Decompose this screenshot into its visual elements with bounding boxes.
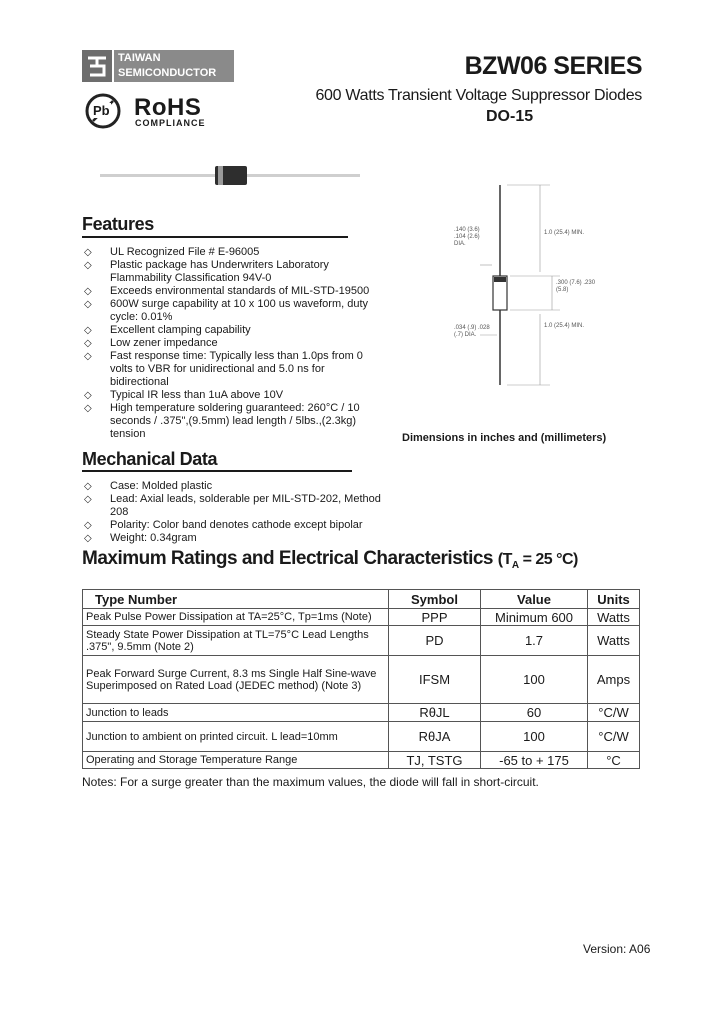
- value-cell: 100: [481, 722, 588, 752]
- ratings-table: [82, 589, 640, 769]
- list-item: ◇ Case: Molded plastic: [84, 480, 213, 492]
- ratings-condition: ($T_A = 25$ °C): [497, 551, 578, 572]
- units-cell: Watts: [588, 609, 640, 626]
- list-item: ◇ Low zener impedance: [84, 337, 218, 349]
- table-row: [83, 656, 640, 704]
- list-item: ◇ UL Recognized File # E-96005: [84, 246, 260, 258]
- lead-len-top-label: 1.0 (25.4) MIN.: [544, 230, 585, 236]
- list-item: ◇ Lead: Axial leads, solderable per MIL-STD-202, Method 208: [84, 493, 381, 518]
- diamond-bullet-icon: ◇: [84, 325, 92, 336]
- features-title: Features: [82, 214, 154, 234]
- logo-mark-icon: [82, 50, 112, 82]
- diamond-bullet-icon: ◇: [84, 299, 92, 310]
- list-item: ◇ Plastic package has Underwriters Laboratory Flammability Classification 94V-0: [84, 259, 329, 284]
- list-item: ◇ High temperature soldering guaranteed: 260°C / 10 seconds / .375",(9.5mm) lead length / 5lbs.,(2.3kg) tension: [84, 402, 360, 440]
- table-row: [83, 609, 640, 626]
- diamond-bullet-icon: ◇: [84, 247, 92, 258]
- type-cell: Peak Forward Surge Current, 8.3 ms Single Half Sine-wave Superimposed on Rated Load (JEDEC method) (Note 3): [83, 656, 389, 704]
- diamond-bullet-icon: ◇: [84, 533, 92, 544]
- type-cell: Steady State Power Dissipation at TL=75°C Lead Lengths .375", 9.5mm (Note 2): [83, 626, 389, 656]
- features-rule: [82, 236, 348, 238]
- table-row: [83, 626, 640, 656]
- dimension-drawing: [440, 180, 620, 390]
- mechanical-rule: [82, 470, 352, 472]
- symbol-cell: IFSM: [389, 656, 481, 704]
- pb-label: Pb: [93, 103, 110, 118]
- wire-dia-label: .034 (.9) .028 (.7) DIA.: [454, 325, 490, 338]
- product-subtitle: 600 Watts Transient Voltage Suppressor Diodes: [315, 87, 642, 104]
- diode-body: [215, 166, 247, 185]
- units-cell: Watts: [588, 626, 640, 656]
- table-row: [83, 704, 640, 722]
- units-header: Units: [588, 590, 640, 609]
- table-header-row: [83, 590, 640, 609]
- units-cell: °C/W: [588, 704, 640, 722]
- table-row: [83, 752, 640, 769]
- mechanical-list: [82, 480, 382, 545]
- diamond-bullet-icon: ◇: [84, 494, 92, 505]
- table-row: [83, 722, 640, 752]
- diamond-bullet-icon: ◇: [84, 351, 92, 362]
- diode-image: [100, 166, 360, 186]
- diamond-bullet-icon: ◇: [84, 390, 92, 401]
- features-list: [82, 246, 372, 441]
- diamond-bullet-icon: ◇: [84, 520, 92, 531]
- units-cell: °C: [588, 752, 640, 769]
- symbol-cell: PD: [389, 626, 481, 656]
- list-item: ◇ 600W surge capability at 10 x 100 us waveform, duty cycle: 0.01%: [84, 298, 369, 323]
- diamond-bullet-icon: ◇: [84, 260, 92, 271]
- series-title: BZW06 SERIES: [464, 52, 642, 80]
- body-len-label: .300 (7.6) .230 (5.8): [556, 280, 596, 293]
- rohs-subtitle: COMPLIANCE: [135, 118, 206, 128]
- list-item: ◇ Weight: 0.34gram: [84, 532, 197, 544]
- company-logo: [82, 50, 234, 82]
- units-cell: Amps: [588, 656, 640, 704]
- list-item: ◇ Excellent clamping capability: [84, 324, 251, 336]
- diamond-bullet-icon: ◇: [84, 286, 92, 297]
- mechanical-title: Mechanical Data: [82, 449, 218, 469]
- rohs-logo: RoHS: [134, 94, 202, 121]
- diamond-bullet-icon: ◇: [84, 338, 92, 349]
- list-item: ◇ Typical IR less than 1uA above 10V: [84, 389, 284, 401]
- logo-line2: SEMICONDUCTOR: [118, 67, 217, 79]
- diamond-bullet-icon: ◇: [84, 403, 92, 414]
- logo-line1: TAIWAN: [118, 52, 161, 64]
- symbol-cell: RθJA: [389, 722, 481, 752]
- value-cell: 100: [481, 656, 588, 704]
- version-text: Version: A06: [583, 942, 651, 956]
- symbol-header: Symbol: [389, 590, 481, 609]
- value-cell: Minimum 600: [481, 609, 588, 626]
- list-item: ◇ Fast response time: Typically less than 1.0ps from 0 volts to VBR for unidirectional and 5.0 ns for bidirectional: [84, 350, 363, 388]
- ratings-title-text: Maximum Ratings and Electrical Characteristics: [82, 548, 493, 569]
- value-header: Value: [481, 590, 588, 609]
- list-item: ◇ Exceeds environmental standards of MIL-STD-19500: [84, 285, 370, 297]
- ratings-title: [82, 548, 578, 571]
- notes-text: Notes: For a surge greater than the maximum values, the diode will fall in short-circuit.: [82, 775, 539, 789]
- diode-lead-left: [100, 174, 215, 177]
- units-cell: °C/W: [588, 722, 640, 752]
- list-item: ◇ Polarity: Color band denotes cathode except bipolar: [84, 519, 363, 531]
- type-header: Type Number: [83, 590, 389, 609]
- diode-lead-right: [247, 174, 360, 177]
- lead-len-bot-label: 1.0 (25.4) MIN.: [544, 323, 585, 329]
- type-cell: Operating and Storage Temperature Range: [83, 752, 389, 769]
- symbol-cell: TJ, TSTG: [389, 752, 481, 769]
- type-cell: Junction to ambient on printed circuit. L lead=10mm: [83, 722, 389, 752]
- pb-free-icon: [84, 92, 122, 130]
- symbol-cell: RθJL: [389, 704, 481, 722]
- value-cell: 60: [481, 704, 588, 722]
- cathode-band: [218, 166, 223, 185]
- diamond-bullet-icon: ◇: [84, 481, 92, 492]
- lead-dia-label: .140 (3.6) .104 (2.6) DIA.: [454, 227, 480, 247]
- value-cell: -65 to + 175: [481, 752, 588, 769]
- package-name: DO-15: [486, 108, 534, 125]
- type-cell: Junction to leads: [83, 704, 389, 722]
- value-cell: 1.7: [481, 626, 588, 656]
- logo-text: [114, 50, 234, 82]
- dimensions-caption: Dimensions in inches and (millimeters): [402, 432, 607, 444]
- symbol-cell: PPP: [389, 609, 481, 626]
- type-cell: Peak Pulse Power Dissipation at TA=25°C, Tp=1ms (Note): [83, 609, 389, 626]
